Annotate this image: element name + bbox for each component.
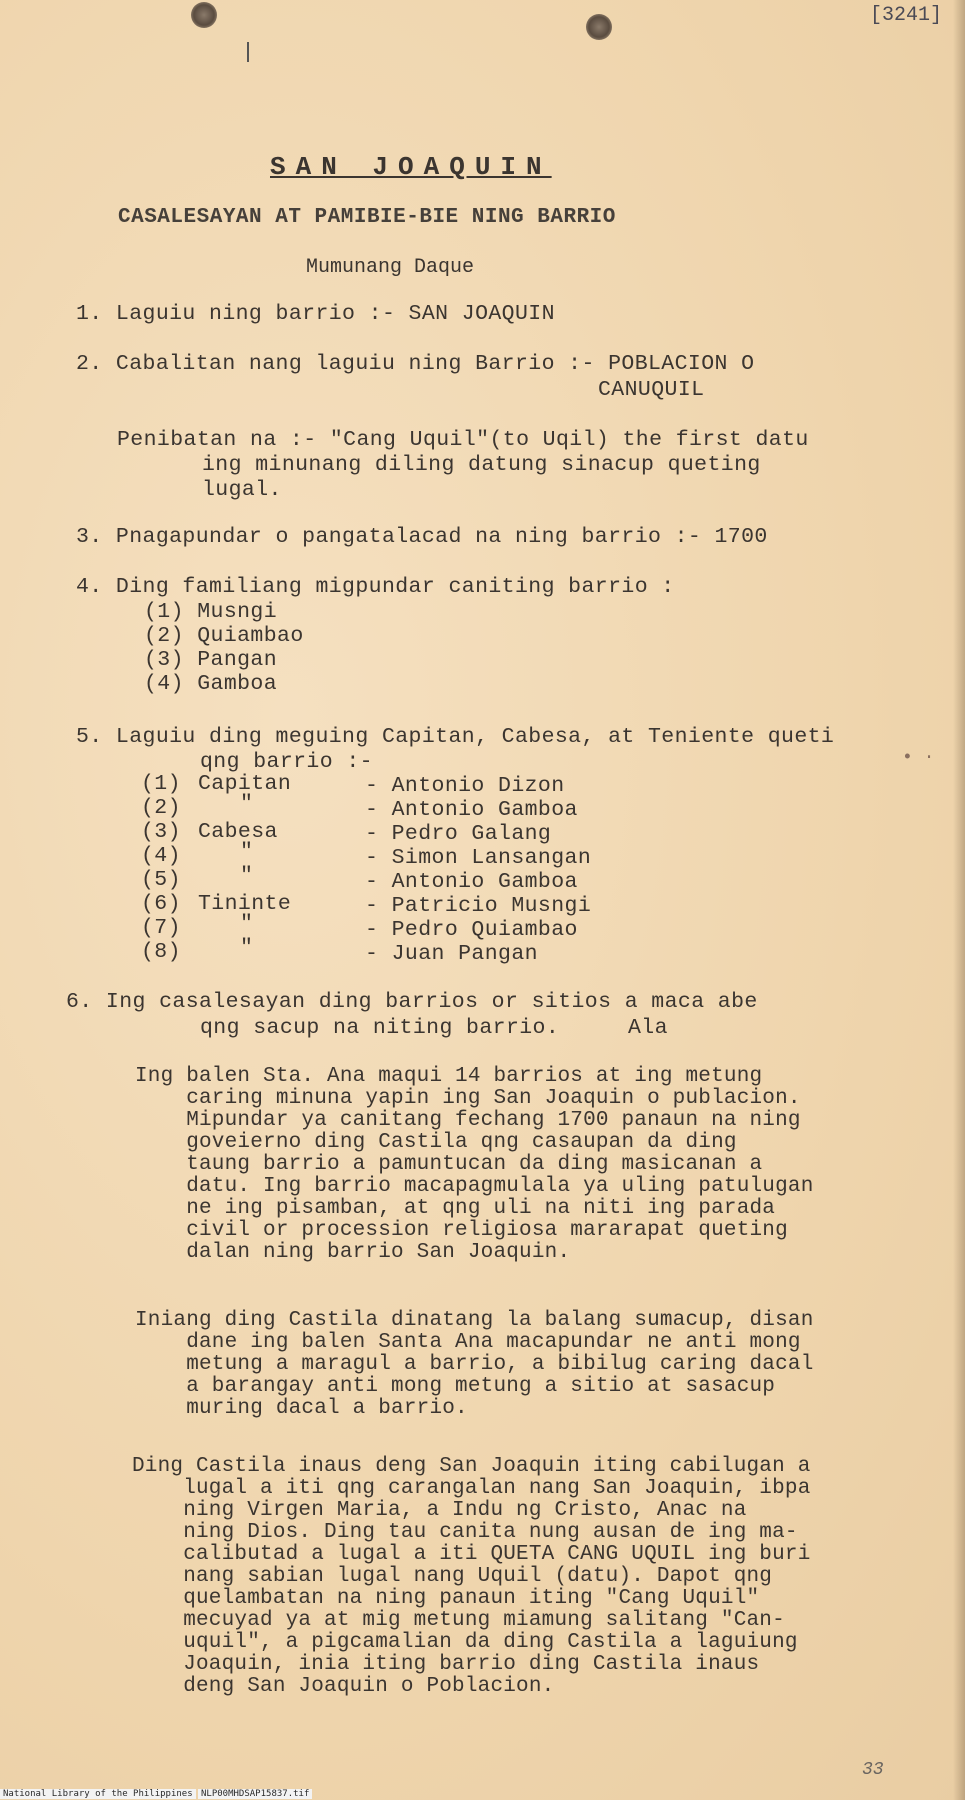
item-6-line-2: qng sacup na niting barrio. bbox=[200, 1016, 560, 1040]
item-4-heading: 4. Ding familiang migpundar caniting barrio : bbox=[76, 575, 675, 599]
official-role: Tininte bbox=[198, 892, 292, 916]
section-heading: Mumunang Daque bbox=[306, 256, 475, 279]
official-number: (7) bbox=[141, 916, 181, 940]
official-number: (3) bbox=[141, 820, 181, 844]
official-name: - Antonio Gamboa bbox=[365, 870, 578, 894]
item-1-barrio-name: 1. Laguiu ning barrio :- SAN JOAQUIN bbox=[76, 302, 555, 326]
paragraph-name-origin: Ding Castila inaus deng San Joaquin iting cabilugan a lugal a iti qng carangalan nang San Joaquin, ibpa ning Virgen Maria, a Indu ng Cristo, Anac na ning Dios. Ding tau canita nung ausan de ing ma- calibutad a lugal a iti QUETA CANG UQUIL ing buri nang sabian lugal nang Uquil (datu). Dapot qng quelambatan na ning panaun iting "Cang Uquil" mecuyad ya at mig metung miamung salitang "Can- uquil", a pigcamalian da ding Castila a laguiung Joaquin, inia iting barrio ding Castila inaus deng San Joaquin o Poblacion. bbox=[132, 1455, 811, 1698]
paragraph-sta-ana: Ing balen Sta. Ana maqui 14 barrios at ing metung caring minuna yapin ing San Joaquin o publacion. Mipundar ya canitang fechang 1700 panaun na ning goveierno ding Castila qng casaupan da ding taung barrio a pamuntucan da ding masicanan a datu. Ing barrio macapagmulala ya uling patulugan ne ing pisamban, at qng uli na niti ing parada civil or procession religiosa mararapat queting dalan ning barrio San Joaquin. bbox=[135, 1065, 814, 1264]
official-role: " bbox=[240, 912, 254, 936]
official-number: (8) bbox=[141, 940, 181, 964]
official-number: (1) bbox=[141, 772, 181, 796]
punch-hole-right bbox=[586, 14, 612, 40]
page-edge-shadow bbox=[953, 0, 965, 1800]
archive-stamp: [3241] bbox=[870, 4, 943, 27]
official-role: " bbox=[240, 864, 254, 888]
footer-filename: NLP00MHDSAP15837.tif bbox=[198, 1789, 312, 1799]
official-name: - Antonio Dizon bbox=[365, 774, 565, 798]
family-item: (2) Quiambao bbox=[144, 624, 304, 648]
official-number: (6) bbox=[141, 892, 181, 916]
official-name: - Pedro Galang bbox=[365, 822, 552, 846]
official-role: " bbox=[240, 840, 254, 864]
item-6-line-1: 6. Ing casalesayan ding barrios or sitios a maca abe bbox=[66, 990, 758, 1014]
penibatan-line-2: ing minunang diling datung sinacup queting bbox=[202, 453, 761, 477]
paragraph-castila-arrival: Iniang ding Castila dinatang la balang sumacup, disan dane ing balen Santa Ana macapundar ne anti mong metung a maragul a barrio, a bibilug caring dacal a barangay anti mong metung a sitio at sasacup muring dacal a barrio. bbox=[135, 1309, 814, 1420]
item-2-line-2: CANUQUIL bbox=[598, 378, 705, 402]
official-number: (5) bbox=[141, 868, 181, 892]
page-title: SAN JOAQUIN bbox=[270, 152, 552, 182]
official-number: (2) bbox=[141, 796, 181, 820]
family-item: (3) Pangan bbox=[144, 648, 278, 672]
page-subtitle: CASALESAYAN AT PAMIBIE-BIE NING BARRIO bbox=[118, 206, 616, 229]
footer-library: National Library of the Philippines bbox=[0, 1789, 196, 1799]
item-5-line-2: qng barrio :- bbox=[200, 750, 373, 774]
official-role: Capitan bbox=[198, 772, 292, 796]
item-3-founding-year: 3. Pnagapundar o pangatalacad na ning barrio :- 1700 bbox=[76, 525, 768, 549]
official-role: " bbox=[240, 936, 254, 960]
official-name: - Antonio Gamboa bbox=[365, 798, 578, 822]
official-role: " bbox=[240, 792, 254, 816]
item-6-answer: Ala bbox=[628, 1016, 668, 1040]
penibatan-line-3: lugal. bbox=[202, 478, 282, 502]
ink-smudge: • · bbox=[902, 748, 935, 768]
item-2-line-1: 2. Cabalitan nang laguiu ning Barrio :- POBLACION O bbox=[76, 352, 755, 376]
family-item: (1) Musngi bbox=[144, 600, 278, 624]
pencil-mark bbox=[247, 42, 249, 62]
official-name: - Juan Pangan bbox=[365, 942, 538, 966]
official-name: - Pedro Quiambao bbox=[365, 918, 578, 942]
punch-hole-left bbox=[191, 2, 217, 28]
item-5-line-1: 5. Laguiu ding meguing Capitan, Cabesa, at Teniente queti bbox=[76, 725, 835, 749]
penibatan-line-1: Penibatan na :- "Cang Uquil"(to Uqil) the first datu bbox=[117, 428, 809, 452]
official-number: (4) bbox=[141, 844, 181, 868]
official-name: - Simon Lansangan bbox=[365, 846, 592, 870]
page-number: 33 bbox=[862, 1760, 884, 1780]
official-role: Cabesa bbox=[198, 820, 278, 844]
family-item: (4) Gamboa bbox=[144, 672, 278, 696]
official-name: - Patricio Musngi bbox=[365, 894, 592, 918]
